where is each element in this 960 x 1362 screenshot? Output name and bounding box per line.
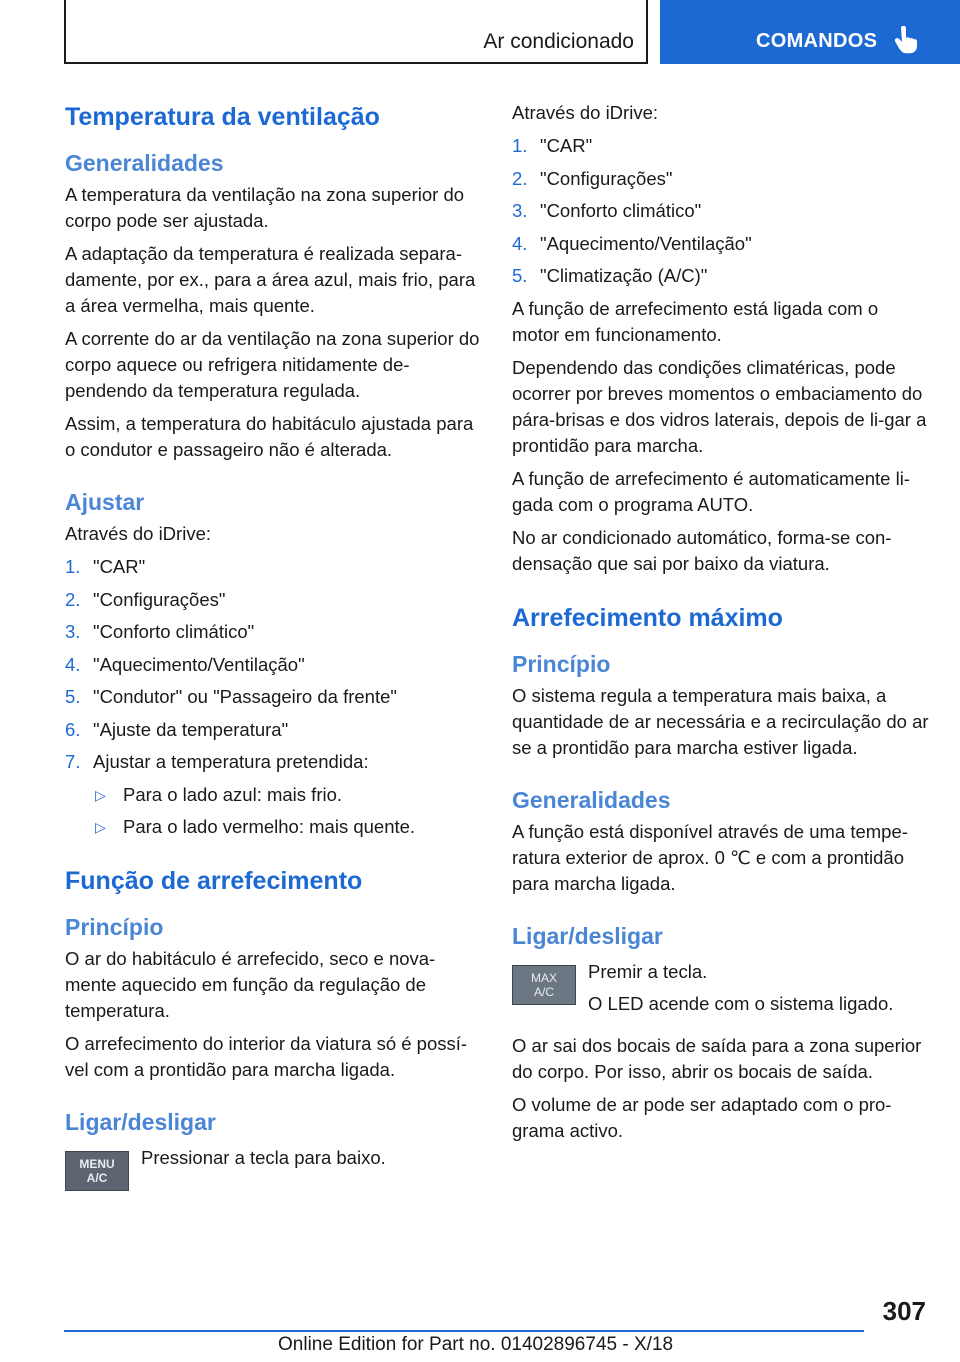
paragraph: Através do iDrive:	[65, 523, 211, 544]
left-column	[65, 100, 485, 1201]
subheading-principle: Princípio	[512, 650, 611, 677]
paragraph: Através do iDrive:	[512, 102, 658, 123]
list-item: 1. "CAR"	[65, 556, 146, 577]
heading-max-cooling: Arrefecimento máximo	[512, 603, 783, 632]
subheading-general: Generalidades	[65, 150, 224, 176]
paragraph: No ar condicionado automático, forma-se con-densação que sai por baixo da viatura.	[512, 526, 892, 574]
subheading-adjust: Ajustar	[65, 489, 145, 515]
triangle-bullet-icon: ▷	[95, 786, 106, 803]
subheading-on-off: Ligar/desligar	[65, 1109, 216, 1135]
list-item: 2. "Configurações"	[65, 588, 226, 610]
paragraph: O volume de ar pode ser adaptado com o pro-grama activo.	[512, 1093, 892, 1141]
paragraph: A função de arrefecimento está ligada com o motor em funcionamento.	[512, 297, 879, 345]
list-item: 2. "Configurações"	[512, 167, 673, 189]
paragraph: Assim, a temperatura do habitáculo ajustada para o condutor e passageiro não é alterada.	[65, 413, 474, 460]
subheading-on-off: Ligar/desligar	[512, 922, 663, 949]
substeps-list	[65, 782, 485, 841]
paragraph: A adaptação da temperatura é realizada separa-damente, por ex., para a área azul, mais frio, para a área vermelha, mais quente.	[65, 243, 476, 316]
steps-list	[65, 554, 485, 775]
paragraph: A temperatura da ventilação na zona superior do corpo pode ser ajustada.	[65, 184, 465, 231]
footer-edition: Online Edition for Part no. 01402896745 - X/18	[278, 1334, 674, 1355]
header-chapter-title: COMANDOS	[756, 30, 878, 52]
paragraph: Pressionar a tecla para baixo.	[141, 1147, 386, 1168]
triangle-bullet-icon: ▷	[95, 819, 106, 835]
page-number: 307	[882, 1296, 926, 1326]
steps-list	[512, 133, 930, 289]
paragraph: O LED acende com o sistema ligado.	[588, 992, 894, 1014]
list-item: 6. "Ajuste da temperatura"	[65, 718, 289, 740]
list-item: ▷ Para o lado vermelho: mais quente.	[95, 814, 485, 840]
list-item: 4. "Aquecimento/Ventilação"	[65, 653, 305, 675]
max-ac-key-icon: MAX A/C	[512, 965, 576, 1005]
subheading-general: Generalidades	[512, 786, 671, 813]
paragraph: A função de arrefecimento é automaticamente li-gada com o programa AUTO.	[512, 467, 910, 515]
paragraph: O ar do habitáculo é arrefecido, seco e nova-mente aquecido em função da regulação de temperatura.	[65, 948, 436, 1021]
paragraph: O arrefecimento do interior da viatura só é possí-vel com a prontidão para marcha ligada.	[65, 1033, 468, 1080]
list-item: 7. Ajustar a temperatura pretendida:	[65, 751, 369, 772]
subheading-principle: Princípio	[65, 914, 164, 940]
paragraph: O ar sai dos bocais de saída para a zona superior do corpo. Por isso, abrir os bocais de saída.	[512, 1034, 922, 1082]
list-item: ▷ Para o lado azul: mais frio.	[95, 782, 485, 808]
key-instruction	[65, 1145, 485, 1191]
paragraph: A corrente do ar da ventilação na zona superior do corpo aquece ou refrigera nitidamente de-pendendo da temperatura regulada.	[65, 328, 480, 401]
list-item: 3. "Conforto climático"	[512, 200, 702, 221]
list-item: 1. "CAR"	[512, 135, 593, 156]
paragraph: Dependendo das condições climatéricas, pode ocorrer por breves momentos o embaciamento do pára-brisas e dos vidros laterais, depois de li-gar a prontidão para marcha.	[512, 356, 927, 456]
hand-pointer-icon	[894, 26, 920, 54]
header-section-tab	[64, 0, 648, 64]
header-chapter-tab	[660, 0, 960, 64]
heading-cooling-function: Função de arrefecimento	[65, 867, 363, 895]
heading-ventilation-temperature: Temperatura da ventilação	[65, 103, 380, 131]
list-item: 4. "Aquecimento/Ventilação"	[512, 232, 752, 254]
menu-ac-key-icon: MENU A/C	[65, 1151, 129, 1191]
list-item: 5. "Condutor" ou "Passageiro da frente"	[65, 686, 397, 707]
paragraph: A função está disponível através de uma tempe-ratura exterior de aprox. 0 ℃ e com a prontidão para marcha ligada.	[512, 820, 908, 894]
paragraph: Premir a tecla.	[588, 960, 708, 982]
list-item: 3. "Conforto climático"	[65, 621, 255, 642]
header-section-title: Ar condicionado	[483, 30, 634, 53]
footer-divider	[64, 1330, 864, 1332]
paragraph: O sistema regula a temperatura mais baixa, a quantidade de ar necessária e a recirculação do ar se a prontidão para marcha estiver ligada.	[512, 684, 929, 758]
list-item: 5. "Climatização (A/C)"	[512, 265, 708, 286]
key-instruction	[512, 959, 930, 1023]
right-column	[512, 100, 930, 1151]
